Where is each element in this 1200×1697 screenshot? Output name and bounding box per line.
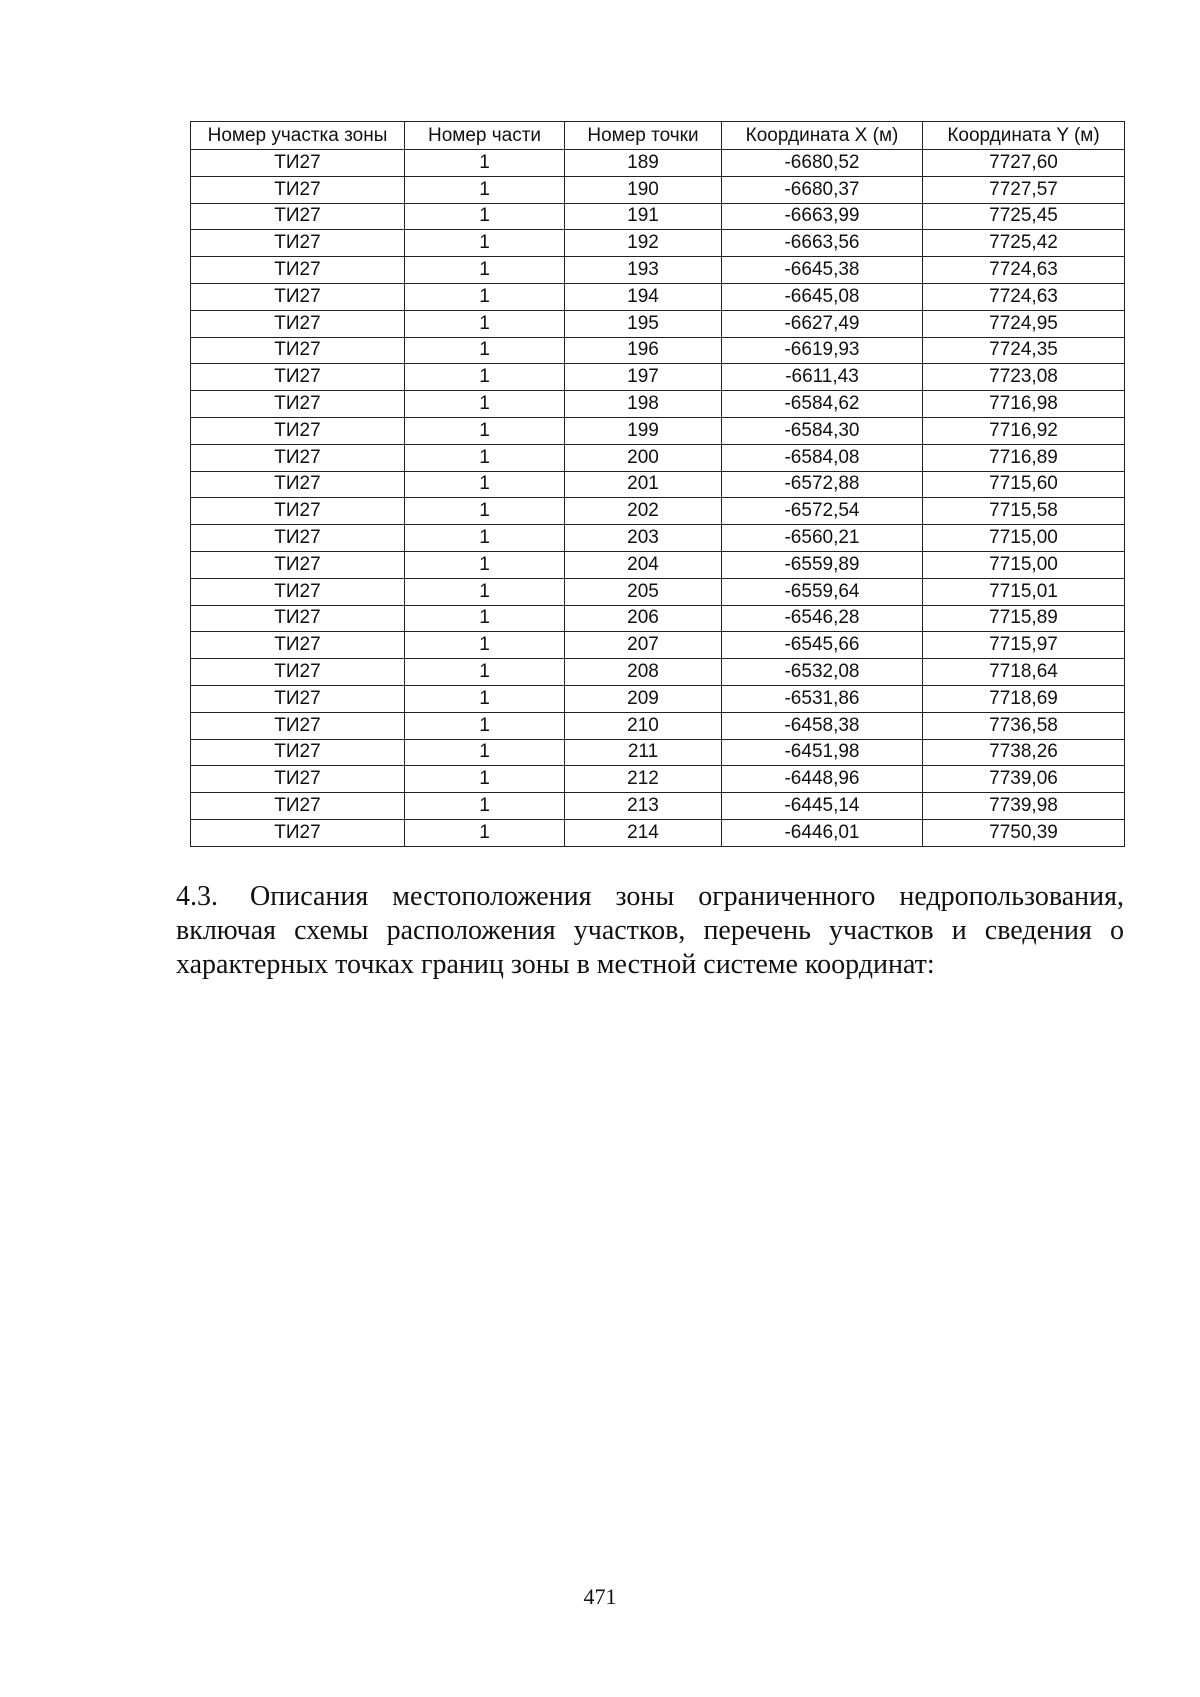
table-cell: 211 <box>565 739 722 766</box>
table-cell: ТИ27 <box>191 257 405 284</box>
table-row <box>191 605 1125 632</box>
table-cell: -6458,38 <box>722 712 923 739</box>
table-cell: 1 <box>405 150 565 177</box>
table-cell: 199 <box>565 417 722 444</box>
table-cell: -6560,21 <box>722 525 923 552</box>
table-cell: ТИ27 <box>191 659 405 686</box>
table-cell: -6680,52 <box>722 150 923 177</box>
table-cell: 7727,60 <box>923 150 1125 177</box>
table-cell: ТИ27 <box>191 471 405 498</box>
table-cell: 7724,35 <box>923 337 1125 364</box>
table-cell: 7715,97 <box>923 632 1125 659</box>
table-cell: ТИ27 <box>191 525 405 552</box>
table-row <box>191 337 1125 364</box>
table-cell: 1 <box>405 766 565 793</box>
table-header-row <box>191 122 1125 150</box>
table-cell: 7750,39 <box>923 819 1125 846</box>
table-cell: 7723,08 <box>923 364 1125 391</box>
table-cell: 7725,42 <box>923 230 1125 257</box>
table-cell: ТИ27 <box>191 578 405 605</box>
table-cell: -6559,89 <box>722 551 923 578</box>
table-cell: 1 <box>405 230 565 257</box>
table-cell: 1 <box>405 310 565 337</box>
table-cell: ТИ27 <box>191 417 405 444</box>
table-cell: 1 <box>405 632 565 659</box>
table-cell: 1 <box>405 471 565 498</box>
table-row <box>191 712 1125 739</box>
table-row <box>191 203 1125 230</box>
table-cell: ТИ27 <box>191 444 405 471</box>
table-cell: -6445,14 <box>722 793 923 820</box>
table-cell: 1 <box>405 819 565 846</box>
table-cell: ТИ27 <box>191 337 405 364</box>
table-cell: ТИ27 <box>191 793 405 820</box>
table-cell: 192 <box>565 230 722 257</box>
page-number: 471 <box>583 1584 617 1609</box>
column-header: Номер части <box>405 122 565 150</box>
table-cell: -6584,30 <box>722 417 923 444</box>
table-cell: 1 <box>405 739 565 766</box>
table-cell: 7715,89 <box>923 605 1125 632</box>
table-cell: ТИ27 <box>191 819 405 846</box>
table-cell: 193 <box>565 257 722 284</box>
table-row <box>191 150 1125 177</box>
table-cell: 1 <box>405 203 565 230</box>
table-row <box>191 793 1125 820</box>
table-cell: -6645,08 <box>722 283 923 310</box>
table-row <box>191 391 1125 418</box>
table-cell: -6531,86 <box>722 685 923 712</box>
table-cell: 1 <box>405 364 565 391</box>
table-cell: 7724,63 <box>923 257 1125 284</box>
table-cell: 1 <box>405 283 565 310</box>
table-cell: 7725,45 <box>923 203 1125 230</box>
table-cell: 1 <box>405 712 565 739</box>
table-cell: ТИ27 <box>191 766 405 793</box>
table-cell: 7739,06 <box>923 766 1125 793</box>
table-cell: -6545,66 <box>722 632 923 659</box>
table-cell: 7716,92 <box>923 417 1125 444</box>
column-header: Номер участка зоны <box>191 122 405 150</box>
table-row <box>191 257 1125 284</box>
table-cell: ТИ27 <box>191 230 405 257</box>
table-cell: ТИ27 <box>191 632 405 659</box>
table-cell: 1 <box>405 176 565 203</box>
table-cell: ТИ27 <box>191 712 405 739</box>
table-cell: 7718,69 <box>923 685 1125 712</box>
table-cell: ТИ27 <box>191 685 405 712</box>
table-cell: 7718,64 <box>923 659 1125 686</box>
table-cell: ТИ27 <box>191 739 405 766</box>
table-row <box>191 739 1125 766</box>
table-row <box>191 498 1125 525</box>
table-cell: 1 <box>405 578 565 605</box>
table-cell: ТИ27 <box>191 150 405 177</box>
table-cell: 7716,89 <box>923 444 1125 471</box>
table-cell: -6611,43 <box>722 364 923 391</box>
table-cell: 202 <box>565 498 722 525</box>
section-text: Описания местоположения зоны ограниченного недропользования, включая схемы расположения участков, перечень участков и сведения о характерных точках границ зоны в местной системе координат: <box>176 881 1125 980</box>
table-cell: ТИ27 <box>191 498 405 525</box>
table-header <box>191 122 1125 150</box>
table-cell: 7715,01 <box>923 578 1125 605</box>
table-cell: 7715,60 <box>923 471 1125 498</box>
table-cell: 1 <box>405 498 565 525</box>
table-cell: 209 <box>565 685 722 712</box>
table-cell: -6584,62 <box>722 391 923 418</box>
table-cell: 201 <box>565 471 722 498</box>
table-cell: 1 <box>405 793 565 820</box>
table-body <box>191 150 1125 847</box>
table-cell: 198 <box>565 391 722 418</box>
table-row <box>191 364 1125 391</box>
table-cell: -6680,37 <box>722 176 923 203</box>
table-cell: 204 <box>565 551 722 578</box>
section-number: 4.3. <box>176 881 218 912</box>
table-cell: -6663,99 <box>722 203 923 230</box>
table-row <box>191 685 1125 712</box>
table-cell: 7739,98 <box>923 793 1125 820</box>
section-paragraph <box>176 880 1124 982</box>
table-cell: ТИ27 <box>191 176 405 203</box>
table-row <box>191 659 1125 686</box>
table-cell: 191 <box>565 203 722 230</box>
table-cell: -6572,88 <box>722 471 923 498</box>
table-cell: 189 <box>565 150 722 177</box>
table-cell: 1 <box>405 257 565 284</box>
table-cell: ТИ27 <box>191 551 405 578</box>
table-cell: 212 <box>565 766 722 793</box>
table-cell: 1 <box>405 417 565 444</box>
table-cell: -6572,54 <box>722 498 923 525</box>
table-cell: 7724,95 <box>923 310 1125 337</box>
table-row <box>191 417 1125 444</box>
table-row <box>191 471 1125 498</box>
table-cell: 7715,58 <box>923 498 1125 525</box>
table-cell: ТИ27 <box>191 203 405 230</box>
table-row <box>191 551 1125 578</box>
table-cell: 203 <box>565 525 722 552</box>
table-cell: 1 <box>405 391 565 418</box>
column-header: Координата X (м) <box>722 122 923 150</box>
table-cell: 7738,26 <box>923 739 1125 766</box>
table-cell: 195 <box>565 310 722 337</box>
table-cell: 1 <box>405 337 565 364</box>
table-cell: 7715,00 <box>923 551 1125 578</box>
table-cell: -6663,56 <box>722 230 923 257</box>
table-row <box>191 310 1125 337</box>
table-cell: -6645,38 <box>722 257 923 284</box>
table-row <box>191 444 1125 471</box>
table-cell: 7716,98 <box>923 391 1125 418</box>
table-cell: ТИ27 <box>191 605 405 632</box>
table-cell: -6546,28 <box>722 605 923 632</box>
table-cell: 7727,57 <box>923 176 1125 203</box>
table-cell: 205 <box>565 578 722 605</box>
table-cell: ТИ27 <box>191 283 405 310</box>
table-cell: 207 <box>565 632 722 659</box>
table-cell: 200 <box>565 444 722 471</box>
table-cell: -6451,98 <box>722 739 923 766</box>
table-row <box>191 766 1125 793</box>
table-cell: 1 <box>405 605 565 632</box>
coordinates-table <box>190 121 1125 847</box>
table-cell: 7736,58 <box>923 712 1125 739</box>
table-cell: 1 <box>405 444 565 471</box>
table-cell: -6446,01 <box>722 819 923 846</box>
table-cell: 210 <box>565 712 722 739</box>
table-cell: -6559,64 <box>722 578 923 605</box>
table-cell: 208 <box>565 659 722 686</box>
table-cell: 194 <box>565 283 722 310</box>
table-cell: -6448,96 <box>722 766 923 793</box>
table-row <box>191 283 1125 310</box>
table-cell: ТИ27 <box>191 364 405 391</box>
table-cell: 7715,00 <box>923 525 1125 552</box>
table-cell: -6532,08 <box>722 659 923 686</box>
table-cell: -6584,08 <box>722 444 923 471</box>
table-cell: 1 <box>405 659 565 686</box>
table-row <box>191 632 1125 659</box>
table-row <box>191 819 1125 846</box>
column-header: Номер точки <box>565 122 722 150</box>
table-cell: -6627,49 <box>722 310 923 337</box>
table-cell: 1 <box>405 685 565 712</box>
table-cell: 190 <box>565 176 722 203</box>
table-row <box>191 176 1125 203</box>
table-cell: 1 <box>405 525 565 552</box>
table-row <box>191 578 1125 605</box>
table-row <box>191 525 1125 552</box>
table-cell: ТИ27 <box>191 310 405 337</box>
column-header: Координата Y (м) <box>923 122 1125 150</box>
table-cell: 213 <box>565 793 722 820</box>
table-cell: 197 <box>565 364 722 391</box>
table-cell: 206 <box>565 605 722 632</box>
table-cell: 196 <box>565 337 722 364</box>
table-cell: 7724,63 <box>923 283 1125 310</box>
table-cell: 214 <box>565 819 722 846</box>
table-row <box>191 230 1125 257</box>
table-cell: -6619,93 <box>722 337 923 364</box>
table-cell: 1 <box>405 551 565 578</box>
table-cell: ТИ27 <box>191 391 405 418</box>
